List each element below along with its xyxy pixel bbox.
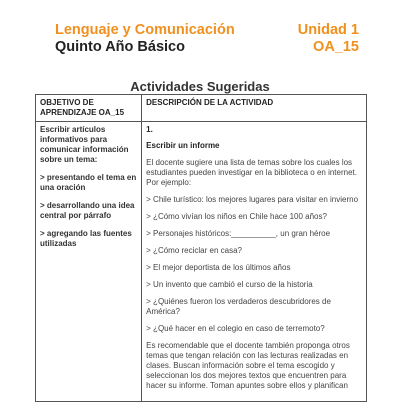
topic-item: > ¿Quiénes fueron los verdaderos descubridores de América?: [146, 297, 331, 316]
subject-title: Lenguaje y Comunicación: [55, 22, 235, 38]
description-column-header: DESCRIPCIÓN DE LA ACTIVIDAD: [142, 95, 367, 122]
description-cell: [142, 122, 367, 402]
document-header-right: [298, 22, 359, 56]
topic-item: > Un invento que cambió el curso de la historia: [146, 280, 313, 289]
document-header-left: [55, 22, 235, 56]
topic-item: > Chile turístico: los mejores lugares para visitar en invierno: [146, 195, 359, 204]
table-row: [36, 122, 367, 402]
objective-bullet: > desarrollando una idea central por párrafo: [40, 201, 135, 220]
table-header-row: [36, 95, 367, 122]
activity-intro: El docente sugiere una lista de temas sobre los cuales los estudiantes pueden investigar en la biblioteca o en internet. Por ejemplo:: [146, 158, 357, 187]
objective-statement: Escribir artículos informativos para comunicar información sobre un tema:: [40, 125, 129, 164]
topic-item: > ¿Cómo vivían los niños en Chile hace 100 años?: [146, 212, 327, 221]
activity-closing: Es recomendable que el docente también proponga otros temas que tengan relación con las lecturas realizadas en clases. Buscan información sobre el tema escogido y seleccionan los dos mejores textos que encuentren para hacer su informe. Toman apuntes sobre ellos y planifican: [146, 341, 350, 390]
topic-item: > Personajes históricos:__________, un gran héroe: [146, 229, 331, 238]
topic-item: > ¿Cómo reciclar en casa?: [146, 246, 242, 255]
topic-item: > El mejor deportista de los últimos años: [146, 263, 291, 272]
section-title: Actividades Sugeridas: [130, 79, 270, 94]
topic-item: > ¿Qué hacer en el colegio en caso de terremoto?: [146, 324, 325, 333]
objective-cell: [36, 122, 142, 402]
course-title: Quinto Año Básico: [55, 39, 185, 55]
objective-bullet: > presentando el tema en una oración: [40, 173, 137, 192]
activities-table: [35, 94, 367, 402]
objective-column-header: OBJETIVO DE APRENDIZAJE OA_15: [36, 95, 142, 122]
objective-bullet: > agregando las fuentes utilizadas: [40, 229, 132, 248]
activity-number: 1.: [146, 125, 153, 134]
objective-code: OA_15: [313, 39, 359, 55]
activity-title: Escribir un informe: [146, 141, 220, 150]
unit-label: Unidad 1: [297, 22, 359, 38]
